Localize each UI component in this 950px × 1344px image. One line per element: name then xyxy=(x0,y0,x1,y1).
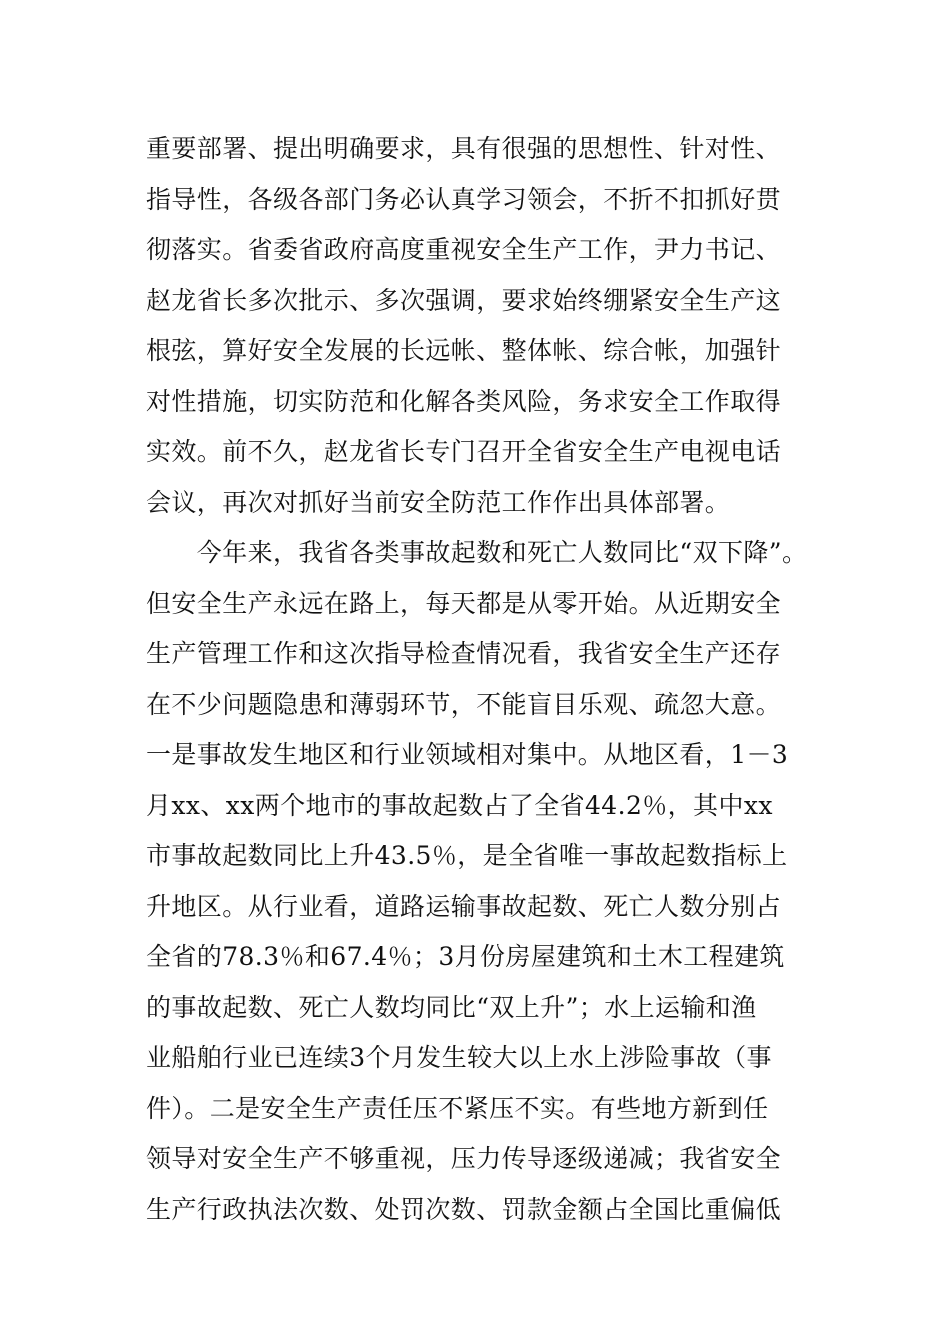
text-line: 升地区。从行业看，道路运输事故起数、死亡人数分别占 xyxy=(146,891,782,921)
text-line: 对性措施，切实防范和化解各类风险，务求安全工作取得 xyxy=(146,386,782,416)
text-line: 会议，再次对抓好当前安全防范工作作出具体部署。 xyxy=(146,487,731,517)
text-line: 重要部署、提出明确要求，具有很强的思想性、针对性、 xyxy=(146,134,782,163)
body-text xyxy=(146,124,826,1235)
text-line: 指导性，各级各部门务必认真学习领会，不折不扣抓好贯 xyxy=(146,184,782,214)
text-line: 全省的78.3％和67.4％；3月份房屋建筑和土木工程建筑 xyxy=(146,942,785,971)
text-line: 在不少问题隐患和薄弱环节，不能盲目乐观、疏忽大意。 xyxy=(146,689,782,719)
text-line: 领导对安全生产不够重视，压力传导逐级递减；我省安全 xyxy=(146,1144,782,1173)
text-line: 但安全生产永远在路上，每天都是从零开始。从近期安全 xyxy=(146,588,782,618)
text-line: 业船舶行业已连续3个月发生较大以上水上涉险事故（事 xyxy=(146,1043,772,1072)
text-line: 生产行政执法次数、处罚次数、罚款金额占全国比重偏低 xyxy=(146,1194,782,1224)
text-line: 今年来，我省各类事故起数和死亡人数同比“双下降”。 xyxy=(146,538,808,567)
text-line: 市事故起数同比上升43.5％，是全省唯一事故起数指标上 xyxy=(146,841,788,870)
text-line: 月xx、xx两个地市的事故起数占了全省44.2％，其中xx xyxy=(146,790,773,820)
text-line: 彻落实。省委省政府高度重视安全生产工作，尹力书记、 xyxy=(146,235,782,264)
text-line: 的事故起数、死亡人数均同比“双上升”；水上运输和渔 xyxy=(146,992,757,1022)
text-line: 实效。前不久，赵龙省长专门召开全省安全生产电视电话 xyxy=(146,437,782,466)
text-line: 赵龙省长多次批示、多次强调，要求始终绷紧安全生产这 xyxy=(146,285,782,315)
text-line: 一是事故发生地区和行业领域相对集中。从地区看，1－3 xyxy=(146,740,789,769)
text-line: 生产管理工作和这次指导检查情况看，我省安全生产还存 xyxy=(146,639,782,668)
text-line: 件）。二是安全生产责任压不紧压不实。有些地方新到任 xyxy=(146,1093,769,1123)
text-line: 根弦，算好安全发展的长远帐、整体帐、综合帐，加强针 xyxy=(146,336,782,365)
